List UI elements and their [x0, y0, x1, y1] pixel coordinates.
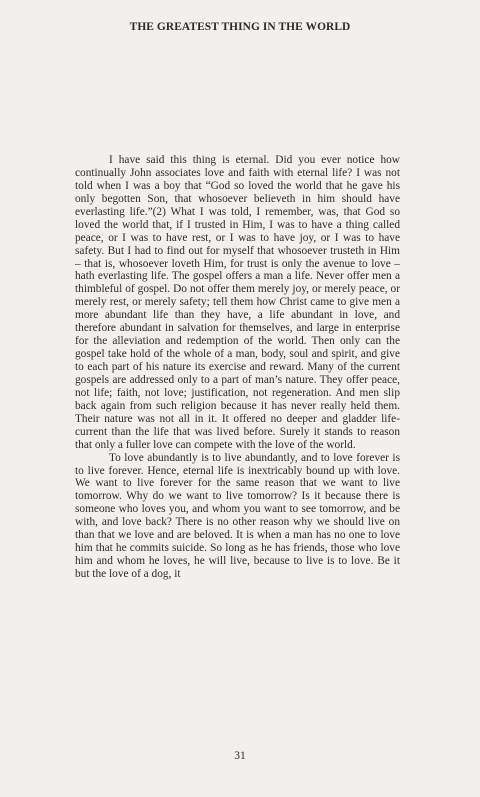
- paragraph-2: To love abundantly is to live abundantly, and to love forever is to live forever. Hence, eternal life is inextricably bound up with love. We want to live forever for the same reason that we want to live tomorrow. Why do we want to live tomorrow? Is it because there is someone who loves you, and whom you want to see tomorrow, and be with, and love back? There is no other reason why we should live on than that we love and are beloved. It is when a man has no one to love him that he commits suicide. So long as he has friends, those who love him and whom he loves, he will live, because to live is to love. Be it but the love of a dog, it: [75, 451, 400, 580]
- paragraph-1: I have said this thing is eternal. Did you ever notice how continually John associates love and faith with eternal life? I was not told when I was a boy that “God so loved the world that he gave his only begotten Son, that whosoever believeth in him should have everlasting life.”(2) What I was told, I remember, was, that God so loved the world that, if I trusted in Him, I was to have a thing called peace, or I was to have rest, or I was to have joy, or I was to have safety. But I had to find out for myself that whosoever trusteth in Him – that is, whosoever loveth Him, for trust is only the avenue to love – hath everlasting life. The gospel offers a man a life. Never offer men a thimbleful of gospel. Do not offer them merely joy, or merely peace, or merely rest, or merely safety; tell them how Christ came to give men a more abundant life than they have, a life abundant in love, and therefore abundant in salvation for themselves, and large in enterprise for the alleviation and redemption of the world. Then only can the gospel take hold of the whole of a man, body, soul and spirit, and give to each part of his nature its exercise and reward. Many of the current gospels are addressed only to a part of man’s nature. They offer peace, not life; faith, not love; justification, not regeneration. And men slip back again from such religion because it has never really held them. Their nature was not all in it. It offered no deeper and gladder life-current than the life that was lived before. Surely it stands to reason that only a fuller love can compete with the love of the world.: [75, 154, 400, 451]
- page-number: 31: [234, 750, 246, 762]
- body-text: [75, 154, 400, 581]
- running-title: THE GREATEST THING IN THE WORLD: [129, 21, 351, 33]
